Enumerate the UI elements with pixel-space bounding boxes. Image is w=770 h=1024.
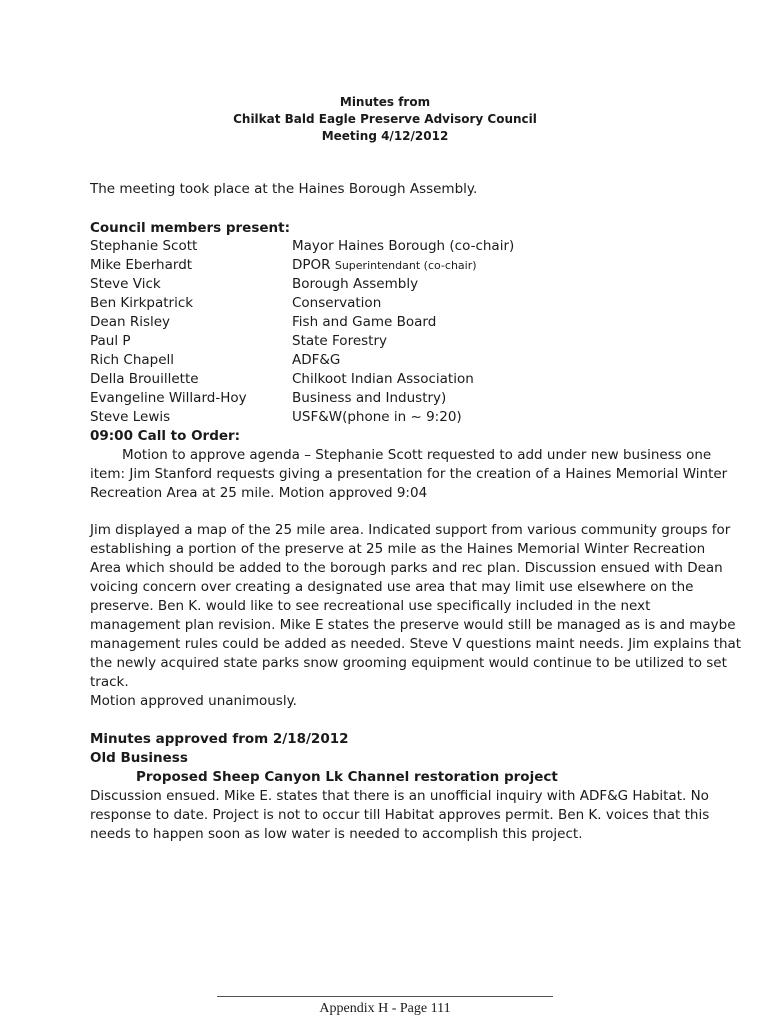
member-name: Della Brouillette: [90, 371, 199, 387]
old-business-item-title: Proposed Sheep Canyon Lk Channel restoration project: [136, 769, 558, 785]
paragraph-line: the newly acquired state parks snow grooming equipment would continue to be utilized to set: [90, 655, 727, 671]
old-business-line: Discussion ensued. Mike E. states that there is an unofficial inquiry with ADF&G Habitat. No: [90, 788, 709, 804]
member-role: Business and Industry): [292, 390, 447, 406]
call-to-order-line: Recreation Area at 25 mile. Motion approved 9:04: [90, 485, 428, 501]
member-role: State Forestry: [292, 333, 387, 349]
minutes-approved: Minutes approved from 2/18/2012: [90, 731, 349, 747]
member-role: USF&W(phone in ~ 9:20): [292, 409, 462, 425]
header-line-1: Minutes from: [339, 95, 431, 109]
member-name: Paul P: [90, 333, 131, 349]
council-heading: Council members present:: [90, 220, 290, 236]
paragraph-line: Area which should be added to the borough parks and rec plan. Discussion ensued with Dean: [90, 560, 723, 576]
paragraph-line: track.: [90, 674, 129, 690]
member-name: Steve Lewis: [90, 409, 171, 425]
header-line-3: Meeting 4/12/2012: [321, 129, 449, 143]
member-role-small: Superintendant (co-chair): [334, 259, 477, 272]
paragraph-line: management rules could be added as needed. Steve V questions maint needs. Jim explains that: [90, 636, 742, 652]
footer-divider: [217, 996, 553, 997]
old-business-line: needs to happen soon as low water is needed to accomplish this project.: [90, 826, 583, 842]
call-to-order-line: item: Jim Stanford requests giving a presentation for the creation of a Haines Memorial Winter: [90, 466, 728, 482]
member-name: Steve Vick: [90, 276, 161, 292]
member-role: Chilkoot Indian Association: [292, 371, 474, 387]
member-role: ADF&G: [292, 352, 341, 368]
member-name: Stephanie Scott: [90, 238, 198, 254]
paragraph-line: preserve. Ben K. would like to see recreational use specifically included in the next: [90, 598, 651, 614]
paragraph-line: management plan revision. Mike E states the preserve would still be managed as is and maybe: [90, 617, 736, 633]
paragraph-line: Motion approved unanimously.: [90, 693, 297, 709]
member-role-main: DPOR: [292, 257, 331, 273]
member-name: Evangeline Willard-Hoy: [90, 390, 247, 406]
member-role: Mayor Haines Borough (co-chair): [292, 238, 515, 254]
member-role: Borough Assembly: [292, 276, 419, 292]
member-name: Rich Chapell: [90, 352, 175, 368]
old-business-heading: Old Business: [90, 750, 188, 766]
call-to-order-line: Motion to approve agenda – Stephanie Scott requested to add under new business one: [122, 447, 712, 463]
paragraph-line: establishing a portion of the preserve at 25 mile as the Haines Memorial Winter Recreation: [90, 541, 706, 557]
paragraph-line: Jim displayed a map of the 25 mile area. Indicated support from various community groups for: [90, 522, 731, 538]
old-business-line: response to date. Project is not to occur till Habitat approves permit. Ben K. voices that this: [90, 807, 710, 823]
member-name: Mike Eberhardt: [90, 257, 193, 273]
member-role: Fish and Game Board: [292, 314, 437, 330]
intro-text: The meeting took place at the Haines Borough Assembly.: [90, 181, 478, 197]
member-name: Dean Risley: [90, 314, 171, 330]
header-line-2: Chilkat Bald Eagle Preserve Advisory Council: [233, 112, 537, 126]
member-name: Ben Kirkpatrick: [90, 295, 194, 311]
page-footer: Appendix H - Page 111: [319, 1001, 451, 1016]
member-role: [292, 257, 477, 273]
member-role: Conservation: [292, 295, 382, 311]
paragraph-line: voicing concern over creating a designated use area that may limit use elsewhere on the: [90, 579, 694, 595]
call-to-order-heading: 09:00 Call to Order:: [90, 428, 241, 444]
